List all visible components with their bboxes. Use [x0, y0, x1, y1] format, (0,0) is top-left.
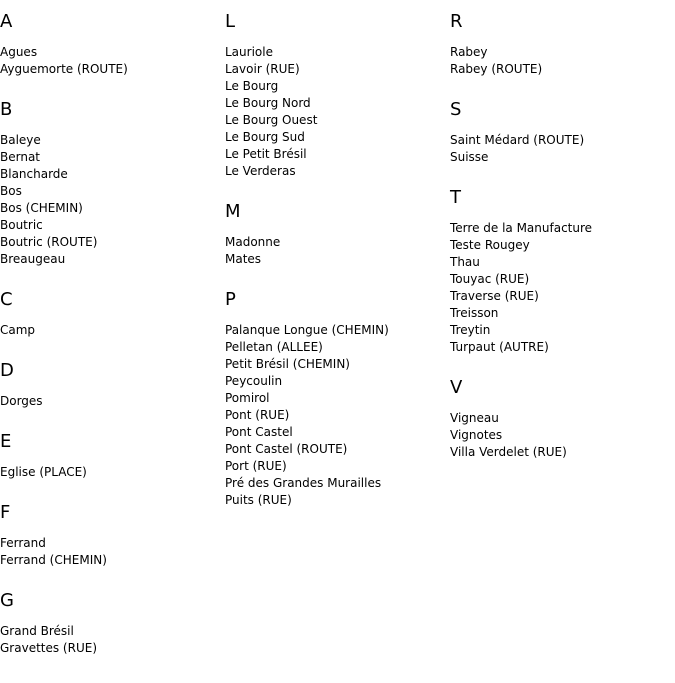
street-link[interactable]: Le Bourg Nord [225, 96, 311, 110]
street-link[interactable]: Vigneau [450, 411, 499, 425]
street-index-column-2 [225, 10, 445, 529]
street-link[interactable]: Le Bourg Ouest [225, 113, 318, 127]
letter-group [225, 200, 445, 268]
street-link[interactable]: Pelletan (ALLEE) [225, 340, 323, 354]
letter-heading: S [450, 99, 462, 120]
street-link[interactable]: Ferrand [0, 536, 46, 550]
letter-group [450, 98, 670, 166]
street-link[interactable]: Port (RUE) [225, 459, 287, 473]
letter-group [0, 10, 220, 78]
street-link[interactable]: Villa Verdelet (RUE) [450, 445, 567, 459]
street-link[interactable]: Le Verderas [225, 164, 296, 178]
street-link[interactable]: Dorges [0, 394, 43, 408]
street-link[interactable]: Turpaut (AUTRE) [450, 340, 549, 354]
letter-group [450, 10, 670, 78]
street-list [450, 410, 670, 461]
letter-heading: R [450, 11, 463, 32]
street-link[interactable]: Bos [0, 184, 22, 198]
letter-heading: T [450, 187, 461, 208]
letter-group [450, 186, 670, 356]
street-link[interactable]: Treisson [450, 306, 499, 320]
street-link[interactable]: Vignotes [450, 428, 503, 442]
street-list [0, 393, 220, 410]
letter-group [0, 359, 220, 410]
letter-group [0, 501, 220, 569]
street-list [450, 220, 670, 356]
street-link[interactable]: Le Bourg [225, 79, 279, 93]
street-link[interactable]: Eglise (PLACE) [0, 465, 87, 479]
street-link[interactable]: Blancharde [0, 167, 68, 181]
street-list [450, 132, 670, 166]
street-link[interactable]: Boutric [0, 218, 43, 232]
letter-group [450, 376, 670, 461]
letter-heading: A [0, 11, 13, 32]
street-list [450, 44, 670, 78]
letter-heading: G [0, 590, 14, 611]
street-link[interactable]: Le Petit Brésil [225, 147, 307, 161]
street-link[interactable]: Bos (CHEMIN) [0, 201, 83, 215]
street-link[interactable]: Teste Rougey [450, 238, 530, 252]
street-list [0, 623, 220, 657]
letter-heading: F [0, 502, 11, 523]
street-link[interactable]: Traverse (RUE) [450, 289, 539, 303]
street-link[interactable]: Ayguemorte (ROUTE) [0, 62, 128, 76]
street-link[interactable]: Pont (RUE) [225, 408, 290, 422]
letter-heading: C [0, 289, 13, 310]
street-link[interactable]: Puits (RUE) [225, 493, 292, 507]
street-link[interactable]: Camp [0, 323, 36, 337]
street-link[interactable]: Pont Castel (ROUTE) [225, 442, 348, 456]
letter-group [225, 10, 445, 180]
street-link[interactable]: Grand Brésil [0, 624, 74, 638]
street-list [225, 44, 445, 180]
street-link[interactable]: Ferrand (CHEMIN) [0, 553, 107, 567]
street-list [225, 234, 445, 268]
street-index-column-3 [450, 10, 670, 481]
street-link[interactable]: Pré des Grandes Murailles [225, 476, 382, 490]
street-link[interactable]: Gravettes (RUE) [0, 641, 97, 655]
street-link[interactable]: Petit Brésil (CHEMIN) [225, 357, 350, 371]
letter-group [0, 589, 220, 657]
street-link[interactable]: Treytin [450, 323, 491, 337]
street-link[interactable]: Boutric (ROUTE) [0, 235, 98, 249]
letter-heading: E [0, 431, 12, 452]
letter-group [0, 98, 220, 268]
street-link[interactable]: Mates [225, 252, 262, 266]
street-list [0, 464, 220, 481]
street-list [0, 44, 220, 78]
street-link[interactable]: Breaugeau [0, 252, 66, 266]
street-link[interactable]: Saint Médard (ROUTE) [450, 133, 585, 147]
letter-heading: L [225, 11, 236, 32]
street-link[interactable]: Pont Castel [225, 425, 293, 439]
letter-group [0, 430, 220, 481]
street-list [0, 535, 220, 569]
street-link[interactable]: Touyac (RUE) [450, 272, 530, 286]
street-link[interactable]: Suisse [450, 150, 489, 164]
street-index-column-1 [0, 10, 220, 677]
street-link[interactable]: Le Bourg Sud [225, 130, 305, 144]
letter-heading: D [0, 360, 14, 381]
letter-heading: B [0, 99, 13, 120]
street-link[interactable]: Thau [450, 255, 480, 269]
street-link[interactable]: Peycoulin [225, 374, 283, 388]
street-link[interactable]: Palanque Longue (CHEMIN) [225, 323, 389, 337]
letter-heading: P [225, 289, 236, 310]
street-link[interactable]: Lauriole [225, 45, 273, 59]
street-link[interactable]: Terre de la Manufacture [450, 221, 593, 235]
street-link[interactable]: Agues [0, 45, 38, 59]
street-link[interactable]: Madonne [225, 235, 281, 249]
street-link[interactable]: Rabey (ROUTE) [450, 62, 543, 76]
street-list [0, 132, 220, 268]
street-link[interactable]: Lavoir (RUE) [225, 62, 300, 76]
street-list [0, 322, 220, 339]
letter-group [225, 288, 445, 509]
street-link[interactable]: Pomirol [225, 391, 270, 405]
letter-group [0, 288, 220, 339]
street-link[interactable]: Rabey [450, 45, 488, 59]
letter-heading: V [450, 377, 463, 398]
street-link[interactable]: Bernat [0, 150, 41, 164]
street-link[interactable]: Baleye [0, 133, 41, 147]
letter-heading: M [225, 201, 241, 222]
street-list [225, 322, 445, 509]
